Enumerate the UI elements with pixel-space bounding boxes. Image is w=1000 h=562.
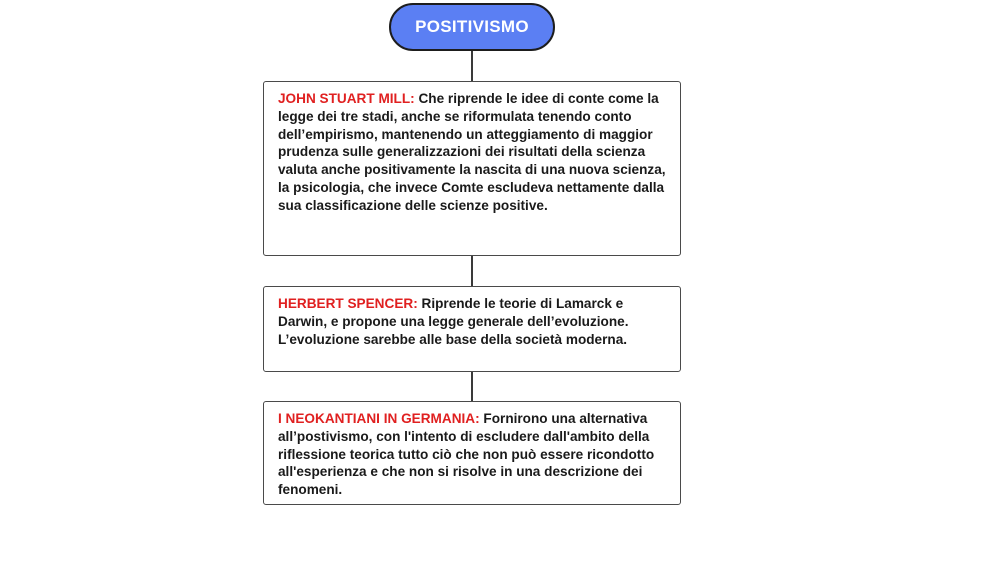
node-heading: I NEOKANTIANI IN GERMANIA: — [278, 411, 480, 426]
root-node-positivismo — [389, 3, 555, 51]
node-neokantiani — [263, 401, 681, 505]
node-heading: HERBERT SPENCER: — [278, 296, 418, 311]
node-description: Che riprende le idee di conte come la legge dei tre stadi, anche se riformulata tenendo conto dell’empirismo, mantenendo un atteggiamento di maggior prudenza sulle generalizzazioni dei risultati della scienza valuta anche positivamente la nascita di una nuova scienza, la psicologia, che invece Comte escludeva nettamente dalla sua classificazione delle scienze positive. — [278, 91, 666, 213]
node-john-stuart-mill — [263, 81, 681, 256]
root-node-label: POSITIVISMO — [415, 17, 529, 36]
node-herbert-spencer — [263, 286, 681, 372]
node-description: Riprende le teorie di Lamarck e Darwin, e propone una legge generale dell’evoluzione. L’evoluzione sarebbe alle base della società moderna. — [278, 296, 629, 347]
connector-mill-to-spencer — [471, 256, 473, 286]
node-heading: JOHN STUART MILL: — [278, 91, 415, 106]
node-description: Fornirono una alternativa all’postivismo, con l'intento di escludere dall'ambito della riflessione teorica tutto ciò che non può essere ricondotto all'esperienza e che non si risolve in una descrizione dei fenomeni. — [278, 411, 655, 498]
connector-root-to-mill — [471, 51, 473, 81]
connector-spencer-to-neokantiani — [471, 372, 473, 401]
